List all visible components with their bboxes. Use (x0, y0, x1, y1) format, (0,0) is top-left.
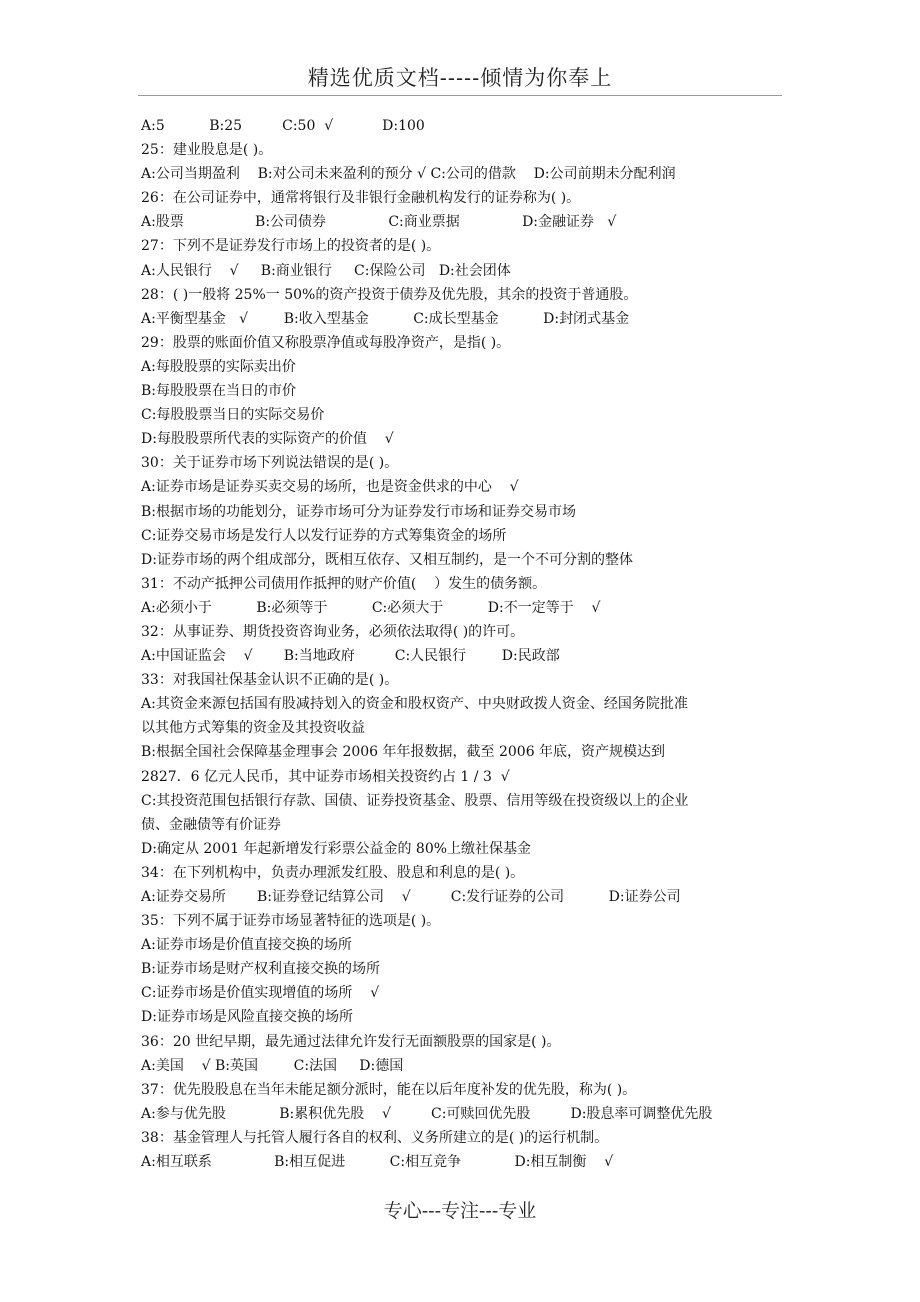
text-line: B:每股股票在当日的市价 (141, 383, 297, 400)
question-line: 28：( )一般将 25%一 50%的资产投资于债券及优先股，其余的投资于普通股。 (141, 286, 638, 303)
text-line: 以其他方式筹集的资金及其投资收益 (141, 720, 365, 737)
question-line: 37：优先股股息在当年未能足额分派时，能在以后年度补发的优先股，称为( )。 (141, 1081, 637, 1098)
text-line: C:每股股票当日的实际交易价 (141, 407, 325, 424)
text-line: A:股票 B:公司债券 C:商业票据 D:金融证券 √ (141, 214, 617, 231)
question-line: 25：建业股息是( )。 (141, 142, 273, 159)
text-line: A:相互联系 B:相互促进 C:相互竞争 D:相互制衡 √ (141, 1154, 614, 1171)
header-divider (138, 95, 782, 96)
question-line: 35：下列不属于证券市场显著特征的选项是( )。 (141, 913, 441, 930)
text-line: A:证券市场是价值直接交换的场所 (141, 937, 352, 954)
page-header-title: 精选优质文档-----倾情为你奉上 (307, 66, 613, 90)
text-line: A:参与优先股 B:累积优先股 √ C:可赎回优先股 D:股息率可调整优先股 (141, 1105, 713, 1122)
text-line: A:公司当期盈利 B:对公司未来盈利的预分 √ C:公司的借款 D:公司前期未分配利润 (141, 166, 676, 183)
question-line: 32：从事证券、期货投资咨询业务，必须依法取得( )的许可。 (141, 623, 525, 640)
text-line: D:每股股票所代表的实际资产的价值 √ (141, 431, 394, 448)
text-line: A:人民银行 √ B:商业银行 C:保险公司 D:社会团体 (141, 262, 511, 279)
text-line: B:根据全国社会保障基金理事会 2006 年年报数据，截至 2006 年底，资产规模达到 (141, 744, 666, 761)
question-line: 36：20 世纪早期，最先通过法律允许发行无面额股票的国家是( )。 (141, 1033, 561, 1050)
page-footer-text: 专心---专注---专业 (383, 1200, 537, 1222)
question-line: 31：不动产抵押公司债用作抵押的财产价值( ）发生的债务额。 (141, 575, 547, 592)
question-line: 29：股票的账面价值又称股票净值或每股净资产，是指( )。 (141, 334, 511, 351)
question-line: 26：在公司证券中，通常将银行及非银行金融机构发行的证券称为( )。 (141, 190, 581, 207)
text-line: D:确定从 2001 年起新增发行彩票公益金的 80%上缴社保基金 (141, 840, 532, 857)
question-line: 27：下列不是证券发行市场上的投资者的是( )。 (141, 238, 441, 255)
question-line: 30：关于证券市场下列说法错误的是( )。 (141, 455, 399, 472)
question-line: 38：基金管理人与托管人履行各自的权利、义务所建立的是( )的运行机制。 (141, 1129, 609, 1146)
text-line: A:美国 √ B:英国 C:法国 D:德国 (141, 1057, 404, 1074)
text-line: A:其资金来源包括国有股减持划入的资金和股权资产、中央财政拨人资金、经国务院批准 (141, 696, 688, 713)
text-line: D:证券市场是风险直接交换的场所 (141, 1009, 353, 1026)
text-line: A:必须小于 B:必须等于 C:必须大于 D:不一定等于 √ (141, 599, 601, 616)
text-line: 2827．6 亿元人民币，其中证券市场相关投资约占 1 / 3 √ (141, 768, 510, 785)
text-line: A:证券市场是证券买卖交易的场所，也是资金供求的中心 √ (141, 479, 519, 496)
text-line: C:证券交易市场是发行人以发行证券的方式筹集资金的场所 (141, 527, 507, 544)
text-line: A:中国证监会 √ B:当地政府 C:人民银行 D:民政部 (141, 648, 560, 665)
question-line: 33：对我国社保基金认识不正确的是( )。 (141, 672, 399, 689)
text-line: A:5 B:25 C:50 √ D:100 (141, 118, 425, 134)
text-line: B:证券市场是财产权利直接交换的场所 (141, 961, 381, 978)
text-line: C:证券市场是价值实现增值的场所 √ (141, 985, 380, 1002)
text-line: B:根据市场的功能划分，证券市场可分为证券发行市场和证券交易市场 (141, 503, 577, 520)
text-line: A:每股股票的实际卖出价 (141, 358, 296, 375)
text-line: 债、金融债等有价证券 (141, 816, 281, 833)
question-line: 34：在下列机构中，负责办理派发红股、股息和利息的是( )。 (141, 864, 525, 881)
text-line: D:证券市场的两个组成部分，既相互依存、又相互制约，是一个不可分割的整体 (141, 551, 633, 568)
text-line: C:其投资范围包括银行存款、国债、证券投资基金、股票、信用等级在投资级以上的企业 (141, 792, 689, 809)
text-line: A:平衡型基金 √ B:收入型基金 C:成长型基金 D:封闭式基金 (141, 310, 630, 327)
document-body (141, 114, 786, 1174)
text-line: A:证券交易所 B:证券登记结算公司 √ C:发行证券的公司 D:证券公司 (141, 889, 681, 905)
